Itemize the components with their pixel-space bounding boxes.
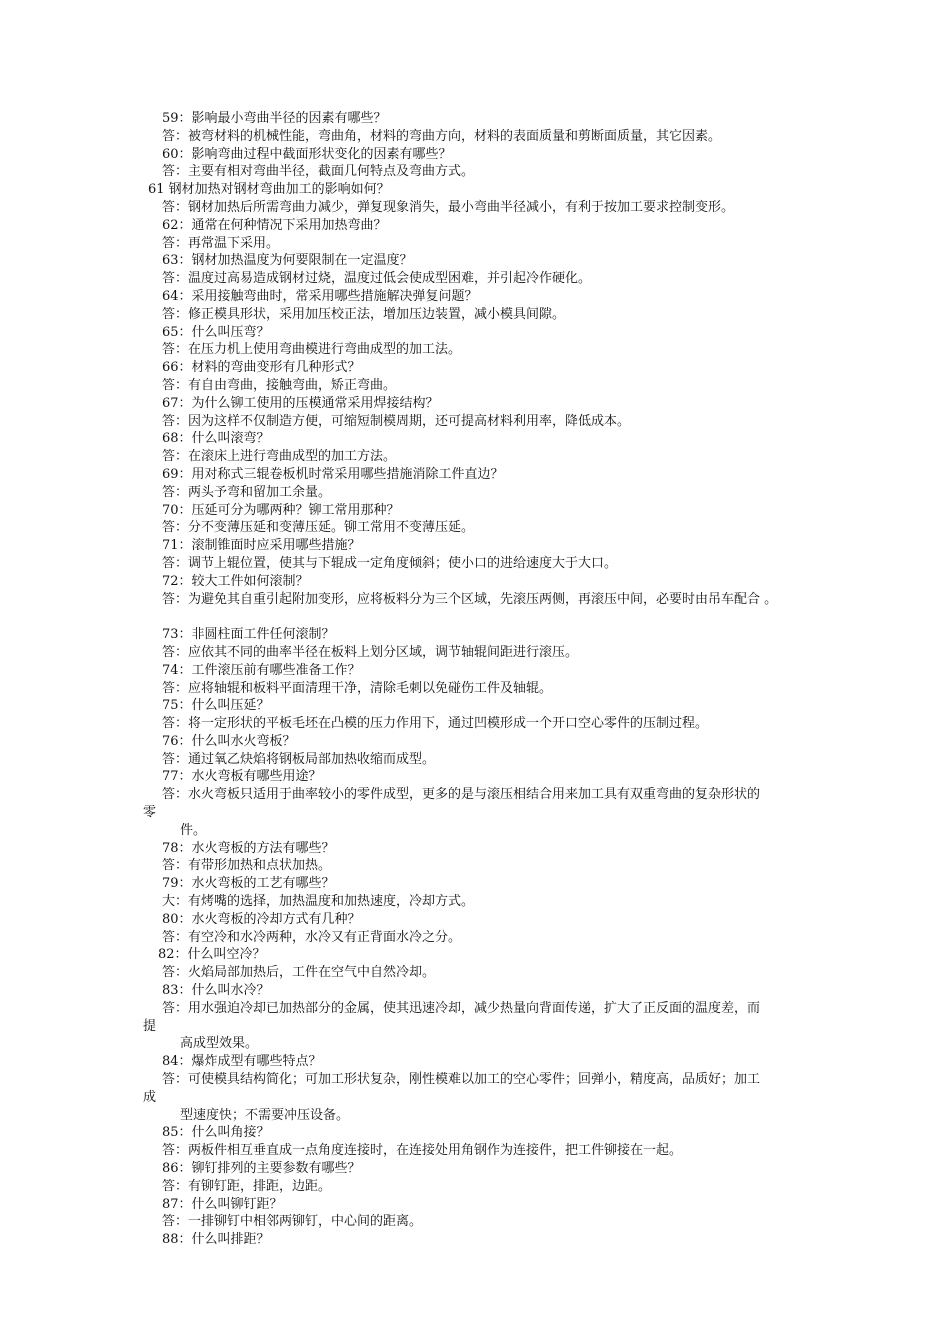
question-line: 66：材料的弯曲变形有几种形式？: [162, 360, 361, 376]
answer-line: 答：修正模具形状，采用加压校正法，增加压边装置，减小模具间隙。: [162, 306, 566, 322]
answer-line: 答：通过氧乙炔焰将钢板局部加热收缩而成型。: [162, 751, 436, 767]
answer-line: 答：水火弯板只适用于曲率较小的零件成型，更多的是与滚压相结合用来加工具有双重弯曲的复杂形状的: [162, 787, 761, 803]
blank-line: [0, 608, 950, 626]
answer-line: 答：两头予弯和留加工余量。: [162, 484, 332, 500]
answer-line: 答：为避免其自重引起附加变形，应将板料分为三个区域，先滚压两侧，再滚压中间，必要时由吊车配合 。: [162, 591, 778, 607]
answer-line: 答：可使模具结构简化；可加工形状复杂，刚性模难以加工的空心零件；回弹小，精度高，品质好；加工: [162, 1072, 761, 1088]
question-line: 77：水火弯板有哪些用途？: [162, 769, 322, 785]
answer-line: 答：两板件相互垂直成一点角度连接时，在连接处用角钢作为连接件，把工件铆接在一起。: [162, 1143, 683, 1159]
answer-line: 答：将一定形状的平板毛坯在凸模的压力作用下，通过凹模形成一个开口空心零件的压制过程。: [162, 716, 709, 732]
answer-line: 答：应依其不同的曲率半径在板料上划分区域，调节轴辊间距进行滚压。: [162, 644, 579, 660]
question-line: 65：什么叫压弯？: [162, 324, 270, 340]
document-page: [0, 110, 950, 1249]
question-line: 84：爆炸成型有哪些特点？: [162, 1054, 322, 1070]
question-line: 80：水火弯板的冷却方式有几种？: [162, 911, 361, 927]
question-line: 70：压延可分为哪两种？铆工常用那种？: [162, 502, 400, 518]
answer-line: 答：一排铆钉中相邻两铆钉，中心间的距离。: [162, 1214, 423, 1230]
continuation-line: 成: [143, 1089, 157, 1105]
question-line: 85：什么叫角接？: [162, 1125, 270, 1141]
question-line: 74：工件滚压前有哪些准备工作？: [162, 662, 361, 678]
question-line: 73：非圆柱面工件任何滚制？: [162, 627, 335, 643]
continuation-line: 零: [143, 805, 157, 821]
question-line: 75：什么叫压延？: [162, 698, 270, 714]
question-line: 68：什么叫滚弯？: [162, 431, 270, 447]
answer-line: 答：有铆钉距，排距，边距。: [162, 1178, 332, 1194]
question-line: 82：什么叫空冷？: [158, 947, 266, 963]
question-line: 67：为什么铆工使用的压模通常采用焊接结构？: [162, 395, 439, 411]
answer-line: 答：被弯材料的机械性能，弯曲角，材料的弯曲方向，材料的表面质量和剪断面质量，其它因素。: [162, 128, 722, 144]
continuation-line: 件。: [180, 822, 207, 838]
answer-line: 答：钢材加热后所需弯曲力减少，弹复现象消失，最小弯曲半径减小，有利于按加工要求控制变形。: [162, 199, 735, 215]
answer-line: 答：再常温下采用。: [162, 235, 280, 251]
continuation-line: 高成型效果。: [180, 1036, 259, 1052]
answer-line: 大：有烤嘴的选择，加热温度和加热速度，冷却方式。: [162, 894, 475, 910]
question-line: 63：钢材加热温度为何要限制在一定温度？: [162, 253, 413, 269]
question-line: 83：什么叫水冷？: [162, 983, 270, 999]
question-line: 78：水火弯板的方法有哪些？: [162, 840, 335, 856]
question-line: 60：影响弯曲过程中截面形状变化的因素有哪些？: [162, 146, 452, 162]
continuation-line: 型速度快；不需要冲压设备。: [180, 1107, 350, 1123]
answer-line: 答：在滚床上进行弯曲成型的加工方法。: [162, 449, 397, 465]
answer-line: 答：因为这样不仅制造方便，可缩短制模周期，还可提高材料利用率，降低成本。: [162, 413, 631, 429]
question-line: 71：滚制锥面时应采用哪些措施？: [162, 538, 361, 554]
question-line: 61 钢材加热对钢材弯曲加工的影响如何？: [148, 182, 390, 198]
question-line: 72：较大工件如何滚制？: [162, 573, 309, 589]
answer-line: 答：有带形加热和点状加热。: [162, 858, 332, 874]
question-line: 88：什么叫排距？: [162, 1232, 270, 1248]
question-line: 86：铆钉排列的主要参数有哪些？: [162, 1161, 361, 1177]
answer-line: 答：在压力机上使用弯曲模进行弯曲成型的加工法。: [162, 342, 462, 358]
answer-line: 答：有自由弯曲，接触弯曲，矫正弯曲。: [162, 377, 397, 393]
question-line: 62：通常在何种情况下采用加热弯曲？: [162, 217, 387, 233]
answer-line: 答：温度过高易造成钢材过烧，温度过低会使成型困难，并引起冷作硬化。: [162, 271, 592, 287]
question-line: 87：什么叫铆钉距？: [162, 1196, 283, 1212]
continuation-line: 提: [143, 1018, 157, 1034]
answer-line: 答：主要有相对弯曲半径，截面几何特点及弯曲方式。: [162, 164, 475, 180]
question-line: 59：影响最小弯曲半径的因素有哪些？: [162, 111, 387, 126]
question-line: 64：采用接触弯曲时，常采用哪些措施解决弹复问题？: [162, 288, 478, 304]
answer-line: 答：有空冷和水冷两种，水冷又有正背面水冷之分。: [162, 929, 462, 945]
question-line: 79：水火弯板的工艺有哪些？: [162, 876, 335, 892]
answer-line: 答：应将轴辊和板料平面清理干净，清除毛刺以免碰伤工件及轴辊。: [162, 680, 553, 696]
answer-line: 答：分不变薄压延和变薄压延。铆工常用不变薄压延。: [162, 520, 475, 536]
answer-line: 答：调节上辊位置，使其与下辊成一定角度倾斜；使小口的进给速度大于大口。: [162, 555, 618, 571]
answer-line: 答：火焰局部加热后，工件在空气中自然冷却。: [162, 965, 436, 981]
question-line: 76：什么叫水火弯板？: [162, 733, 296, 749]
question-line: 69：用对称式三辊卷板机时常采用哪些措施消除工件直边？: [162, 466, 504, 482]
answer-line: 答：用水强迫冷却已加热部分的金属，使其迅速冷却，减少热量向背面传递，扩大了正反面的温度差，而: [162, 1000, 761, 1016]
